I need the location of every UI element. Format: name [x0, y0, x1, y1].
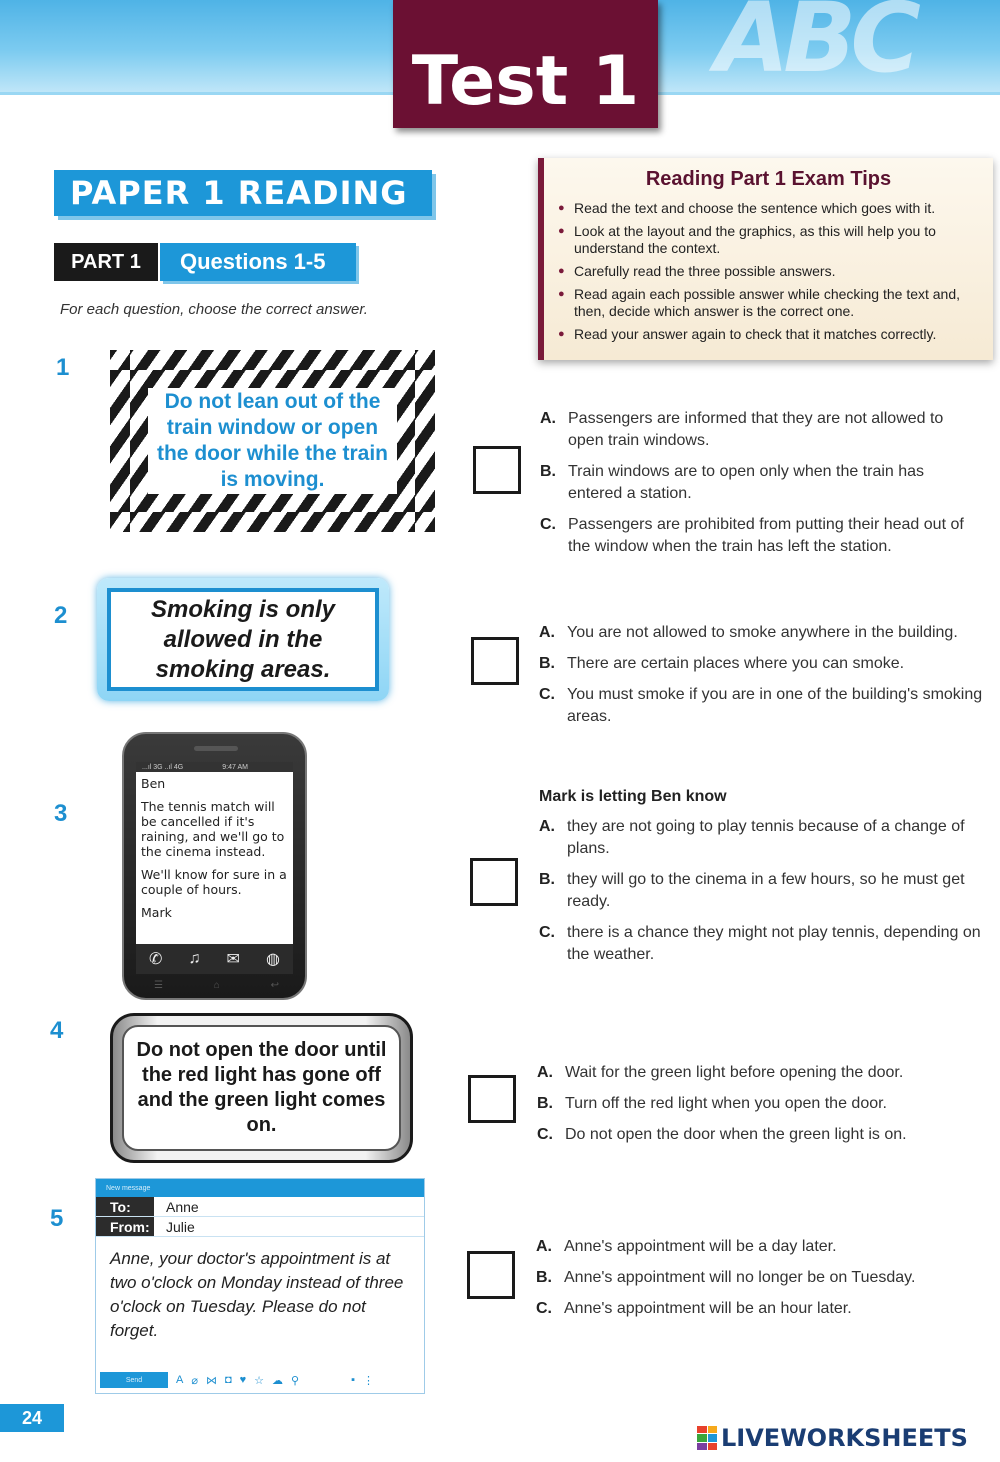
mail-icon: ✉	[226, 951, 240, 968]
question-2-options	[539, 622, 989, 737]
phone-app-bar	[136, 944, 293, 974]
phone-screen	[136, 762, 293, 948]
option-letter: A.	[539, 818, 555, 835]
question-number-5: 5	[50, 1205, 64, 1232]
option-letter: C.	[540, 516, 556, 533]
message-body-2: We'll know for sure in a couple of hours.	[141, 867, 287, 897]
star-icon: ☆	[254, 1374, 265, 1387]
trash-icon: ▪	[351, 1374, 355, 1386]
location-icon: ♥	[239, 1374, 247, 1386]
liveworksheets-logo-icon	[697, 1426, 717, 1450]
option-text: Turn off the red light when you open the door.	[565, 1095, 887, 1112]
exam-tips-list	[558, 200, 979, 349]
more-icon: ⋮	[363, 1374, 374, 1387]
option-letter: B.	[539, 655, 555, 672]
phone-time: 9:47 AM	[222, 763, 248, 771]
question-1-options	[540, 408, 980, 567]
phone-illustration	[122, 732, 307, 1000]
email-from-value: Julie	[166, 1218, 195, 1235]
option-5a	[536, 1236, 986, 1258]
email-send-button: Send	[100, 1372, 168, 1388]
answer-box-3[interactable]	[470, 858, 518, 906]
email-from-row	[96, 1217, 424, 1237]
back-icon: ↩	[270, 980, 279, 991]
tip-item: ● Read again each possible answer while checking the text and, then, decide which answer is the correct one.	[558, 286, 979, 320]
option-4b	[537, 1093, 987, 1115]
answer-box-2[interactable]	[471, 637, 519, 685]
option-2b	[539, 653, 989, 675]
phone-signal: ...ıl 3G ..ıl 4G	[142, 763, 184, 771]
page-title: Test 1	[411, 41, 640, 121]
text-message	[136, 772, 293, 932]
email-to-label: To:	[96, 1197, 154, 1216]
attach-icon: ⌀	[191, 1374, 198, 1387]
option-letter: A.	[540, 410, 556, 427]
answer-box-4[interactable]	[468, 1075, 516, 1123]
train-window-sign	[110, 350, 435, 532]
email-body: Anne, your doctor's appointment is at two o'clock on Monday instead of three o'clock on Tuesday. Please do not forget.	[110, 1249, 404, 1340]
email-illustration	[95, 1178, 425, 1394]
email-from-label: From:	[96, 1217, 154, 1236]
message-recipient: Ben	[141, 776, 166, 791]
page-title-box	[393, 0, 658, 128]
option-text: there is a chance they might not play tennis, depending on the weather.	[567, 924, 981, 963]
phone-speaker	[194, 746, 238, 751]
search-icon: ⚲	[291, 1374, 300, 1387]
option-2c	[539, 684, 989, 728]
door-light-sign-text: Do not open the door until the red light has gone off and the green light comes on.	[122, 1025, 401, 1151]
option-3a	[539, 816, 989, 860]
answer-box-5[interactable]	[467, 1251, 515, 1299]
question-number-3: 3	[54, 800, 68, 827]
email-to-value: Anne	[166, 1198, 199, 1215]
message-body-1: The tennis match will be cancelled if it's raining, and we'll go to the cinema instead.	[141, 799, 285, 859]
exam-tips-title: Reading Part 1 Exam Tips	[645, 168, 892, 190]
question-3-options	[539, 788, 989, 975]
smoking-sign-text: Smoking is only allowed in the smoking areas.	[107, 588, 379, 691]
music-note-icon: ♫	[188, 950, 201, 967]
option-text: There are certain places where you can smoke.	[567, 655, 905, 672]
tip-item: ● Read the text and choose the sentence which goes with it.	[558, 200, 979, 217]
phone-call-icon: ✆	[149, 951, 163, 968]
option-3c	[539, 922, 989, 966]
question-5-options	[536, 1236, 986, 1329]
font-icon: A	[176, 1374, 184, 1386]
option-1c	[540, 514, 980, 558]
option-text: Do not open the door when the green light is on.	[565, 1126, 907, 1143]
email-toolbar	[96, 1367, 424, 1393]
cloud-icon: ☁	[272, 1374, 284, 1387]
phone-status-bar	[136, 762, 293, 772]
liveworksheets-brand	[697, 1424, 968, 1452]
instruction-text: For each question, choose the correct answer.	[60, 301, 368, 318]
option-4a	[537, 1062, 987, 1084]
option-text: Anne's appointment will no longer be on Tuesday.	[564, 1269, 916, 1286]
option-text: Anne's appointment will be a day later.	[564, 1238, 837, 1255]
option-4c	[537, 1124, 987, 1146]
email-window-title: New message	[106, 1184, 151, 1192]
option-letter: A.	[539, 624, 555, 641]
option-letter: B.	[537, 1095, 553, 1112]
abc-decoration: ABC	[715, 0, 915, 94]
option-text: Passengers are prohibited from putting their head out of the window when the train has left the station.	[568, 516, 964, 555]
camera-icon: ◘	[224, 1374, 232, 1386]
option-letter: C.	[536, 1300, 552, 1317]
option-letter: C.	[539, 686, 555, 703]
question-number-1: 1	[56, 354, 70, 381]
share-icon: ⋈	[205, 1374, 217, 1387]
option-letter: C.	[537, 1126, 553, 1143]
train-window-sign-text: Do not lean out of the train window or open the door while the train is moving.	[148, 388, 397, 494]
message-sender: Mark	[141, 905, 172, 920]
paper-heading: PAPER 1 READING	[54, 170, 432, 216]
menu-icon: ☰	[154, 980, 163, 991]
question-3-stem: Mark is letting Ben know	[539, 788, 727, 805]
option-5c	[536, 1298, 986, 1320]
page-number: 24	[0, 1404, 64, 1432]
option-text: Passengers are informed that they are not allowed to open train windows.	[568, 410, 944, 449]
option-letter: B.	[540, 463, 556, 480]
globe-icon: ◍	[265, 951, 280, 968]
tip-item: ● Look at the layout and the graphics, as this will help you to understand the context.	[558, 223, 979, 257]
option-text: You are not allowed to smoke anywhere in the building.	[567, 624, 958, 641]
option-2a	[539, 622, 989, 644]
option-1b	[540, 461, 980, 505]
email-title-bar	[96, 1179, 424, 1197]
liveworksheets-wordmark: LIVEWORKSHEETS	[721, 1424, 968, 1452]
door-light-sign	[110, 1013, 413, 1163]
questions-label: Questions 1-5	[160, 243, 356, 281]
option-5b	[536, 1267, 986, 1289]
tip-item: ● Carefully read the three possible answers.	[558, 263, 979, 280]
question-number-2: 2	[54, 602, 68, 629]
option-text: they are not going to play tennis because of a change of plans.	[567, 818, 965, 857]
option-letter: A.	[537, 1064, 553, 1081]
option-letter: B.	[539, 871, 555, 888]
answer-box-1[interactable]	[473, 446, 521, 494]
exam-tips-panel	[538, 158, 993, 360]
smoking-sign	[97, 578, 389, 701]
tip-item: ● Read your answer again to check that it matches correctly.	[558, 326, 979, 343]
option-text: You must smoke if you are in one of the building's smoking areas.	[567, 686, 983, 725]
email-to-row	[96, 1197, 424, 1217]
option-letter: C.	[539, 924, 555, 941]
option-letter: B.	[536, 1269, 552, 1286]
question-number-4: 4	[50, 1017, 64, 1044]
option-1a	[540, 408, 980, 452]
phone-nav-buttons	[154, 980, 279, 991]
option-text: Anne's appointment will be an hour later.	[564, 1300, 852, 1317]
part-label: PART 1	[54, 243, 158, 281]
home-icon: ⌂	[213, 980, 220, 991]
option-text: Wait for the green light before opening the door.	[565, 1064, 904, 1081]
option-text: Train windows are to open only when the train has entered a station.	[568, 463, 925, 502]
option-letter: A.	[536, 1238, 552, 1255]
option-3b	[539, 869, 989, 913]
question-4-options	[537, 1062, 987, 1155]
option-text: they will go to the cinema in a few hours, so he must get ready.	[567, 871, 965, 910]
